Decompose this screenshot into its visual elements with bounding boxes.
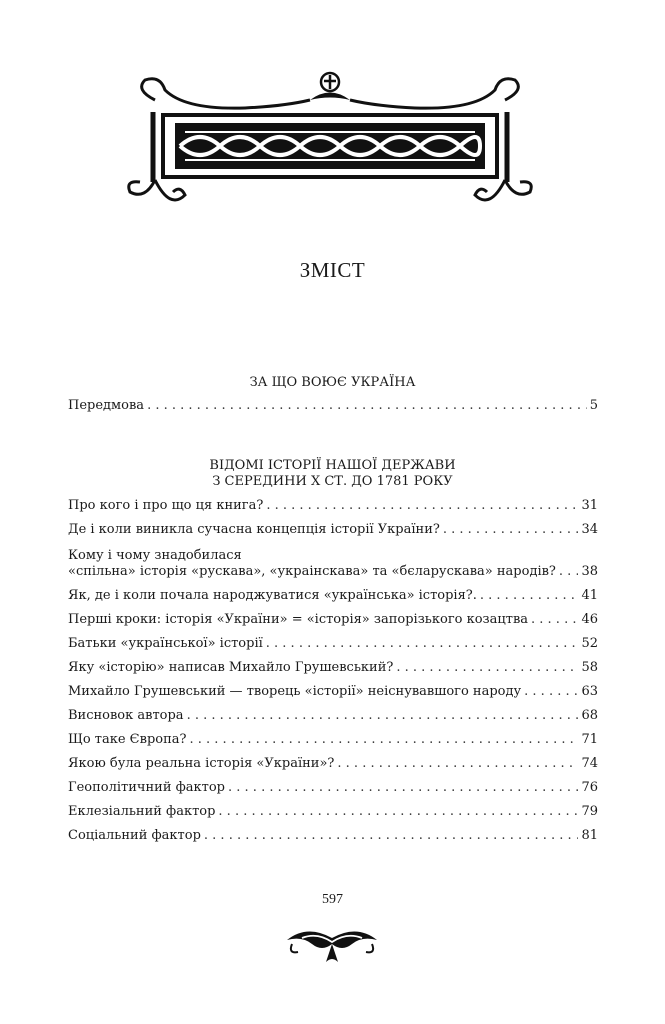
toc-entry-title: Геополітичний фактор	[68, 780, 226, 795]
toc-entry[interactable]	[68, 604, 598, 628]
leader-dots	[228, 780, 578, 796]
toc-entry-page: 31	[581, 498, 598, 513]
toc-entry-page: 5	[589, 398, 598, 413]
leader-dots	[190, 732, 579, 748]
decorative-tailpiece-ornament	[282, 922, 382, 968]
section-heading-line: З СЕРЕДИНИ Х СТ. ДО 1781 РОКУ	[212, 474, 453, 489]
toc-entry[interactable]	[68, 490, 598, 514]
toc-entry[interactable]	[68, 772, 598, 796]
toc-entry[interactable]	[68, 724, 598, 748]
leader-dots	[531, 612, 578, 628]
toc-entry[interactable]	[68, 538, 598, 580]
toc-section	[68, 490, 598, 844]
toc-entry-page: 58	[581, 660, 598, 675]
toc-entry[interactable]	[68, 748, 598, 772]
toc-entry-title: Еклезіальний фактор	[68, 804, 216, 819]
toc-entry-title: Що таке Європа?	[68, 732, 187, 747]
leader-dots	[524, 684, 578, 700]
leader-dots	[396, 660, 578, 676]
leader-dots	[443, 522, 579, 538]
leader-dots	[218, 804, 578, 820]
toc-entry-page: 63	[581, 684, 598, 699]
toc-entry[interactable]	[68, 820, 598, 844]
decorative-headpiece-ornament	[125, 70, 535, 215]
leader-dots	[187, 708, 579, 724]
toc-section	[68, 390, 598, 414]
toc-entry[interactable]	[68, 390, 598, 414]
toc-entry-title: Висновок автора	[68, 708, 184, 723]
toc-entry-title: Яку «історію» написав Михайло Грушевський?	[68, 660, 394, 675]
toc-entry[interactable]	[68, 628, 598, 652]
toc-entry[interactable]	[68, 580, 598, 604]
toc-entry-page: 74	[581, 756, 598, 771]
toc-entry-title: Де і коли виникла сучасна концепція історії України?	[68, 522, 440, 537]
toc-entry[interactable]	[68, 700, 598, 724]
toc-entry-page: 41	[581, 588, 598, 603]
toc-entry-page: 52	[581, 636, 598, 651]
toc-entry-page: 71	[581, 732, 598, 747]
toc-entry-title: Якою була реальна історія «України»?	[68, 756, 335, 771]
toc-entry-title: Михайло Грушевський — творець «історії» неіснувавшого народу	[68, 684, 522, 699]
leader-dots	[480, 588, 579, 604]
toc-entry-title: Соціальний фактор	[68, 828, 201, 843]
leader-dots	[266, 498, 578, 514]
toc-entry-page: 34	[581, 522, 598, 537]
toc-entry-title: Про кого і про що ця книга?	[68, 498, 264, 513]
toc-entry-page: 79	[581, 804, 598, 819]
toc-entry-title: Передмова	[68, 398, 145, 413]
toc-entry-page: 81	[581, 828, 598, 843]
leader-dots	[266, 636, 579, 652]
section-heading	[0, 375, 665, 391]
toc-entry-title: Перші кроки: історія «України» = «історія» запорізького козацтва	[68, 612, 529, 627]
toc-entry-page: 46	[581, 612, 598, 627]
toc-entry-title: Батьки «української» історії	[68, 636, 263, 651]
section-heading-line: ЗА ЩО ВОЮЄ УКРАЇНА	[249, 375, 416, 390]
toc-entry[interactable]	[68, 652, 598, 676]
section-heading	[0, 458, 665, 490]
cross-icon	[310, 73, 350, 100]
page-title: ЗМІСТ	[299, 258, 366, 282]
toc-entry-title: Як, де і коли почала народжуватися «українська» історія?.	[68, 588, 477, 603]
toc-entry-page: 68	[581, 708, 598, 723]
leader-dots	[204, 828, 579, 844]
leader-dots	[559, 564, 579, 580]
page-number: 597	[322, 892, 343, 907]
leader-dots	[337, 756, 578, 772]
leader-dots	[147, 398, 587, 414]
toc-entry-title: Кому і чому знадобилася «спільна» історія «рускава», «украінскава» та «бєларускава» народів?	[68, 548, 556, 579]
toc-entry-page: 38	[581, 564, 598, 579]
toc-entry[interactable]	[68, 796, 598, 820]
toc-entry[interactable]	[68, 514, 598, 538]
section-heading-line: ВІДОМІ ІСТОРІЇ НАШОЇ ДЕРЖАВИ	[209, 458, 456, 473]
toc-entry-page: 76	[581, 780, 598, 795]
toc-entry[interactable]	[68, 676, 598, 700]
